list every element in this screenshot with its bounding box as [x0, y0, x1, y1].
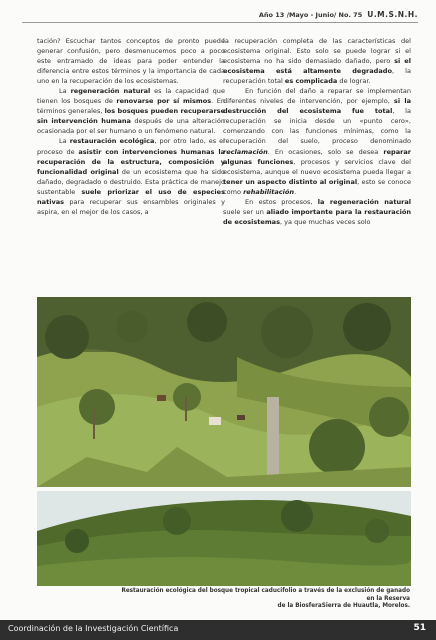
right-column — [223, 36, 411, 227]
photo-caption — [120, 588, 410, 611]
pasture-photo — [37, 297, 411, 487]
page-number: 51 — [413, 623, 426, 633]
hillside-forest-photo — [37, 491, 411, 586]
paragraph: En función del daño a reparar se implementan diferentes niveles de intervención, por ejemplo, si la destrucción del ecosistema fue total, la recuperación se inicia desde un «punto cero», comenzando con las funciones mínimas, como la recuperación del suelo, proceso denominado reclamación. En ocasiones, solo se desea reparar algunas funciones, procesos y servicios clave del ecosistema, aunque el nuevo ecosistema pueda llegar a tener un aspecto distinto al original, esto se conoce como rehabilitación. — [223, 87, 411, 196]
paragraph: En estos procesos, la regeneración natural suele ser un aliado importante para la restauración de ecosistemas, ya que muchas veces solo — [223, 197, 412, 226]
header-rule — [22, 22, 418, 23]
issue-info: Año 13 /Mayo - Junio/ No. 75 — [258, 11, 363, 19]
left-column — [37, 36, 225, 217]
paragraph: la recuperación completa de las características del ecosistema original. Esto solo se puede lograr si el ecosistema no ha sido demasiado dañado, pero si el ecosistema está altamente degradado, la recuperación total es complicada de lograr. — [223, 37, 412, 86]
page-footer — [0, 620, 436, 640]
paragraph: La regeneración natural es la capacidad que tienen los bosques de renovarse por sí mismos. En términos generales, los bosques pueden recuperarse sin intervención humana después de una alteración ocasionada por el ser humano o un fenómeno natural. — [37, 87, 226, 136]
caption-line: de la BiosferaSierra de Huautla, Morelos. — [277, 603, 410, 609]
paragraph: La restauración ecológica, por otro lado, es el proceso de asistir con intervenciones humanas la recuperación de la estructura, composición y funcionalidad original de un ecosistema que ha sido dañado, degradado o destruido. Esta práctica de manejo sustentable suele priorizar el uso de especies nativas para recuperar sus ensambles originales y aspira, en el mejor de los casos, a — [37, 137, 226, 216]
institution-name: U.M.S.N.H. — [367, 10, 418, 19]
caption-line: Restauración ecológica del bosque tropical caducifolio a través de la exclusión de ganado en la Reserva — [121, 588, 410, 602]
paragraph: tación? Escuchar tantos conceptos de pronto puede generar confusión, pero desmenucemos poco a poco este entramado de ideas para poder entender la diferencia entre estos términos y la importancia de cada uno en la recuperación de los ecosistemas. — [37, 37, 225, 86]
department-name: Coordinación de la Investigación Científica — [8, 624, 179, 633]
page-header — [259, 10, 418, 19]
